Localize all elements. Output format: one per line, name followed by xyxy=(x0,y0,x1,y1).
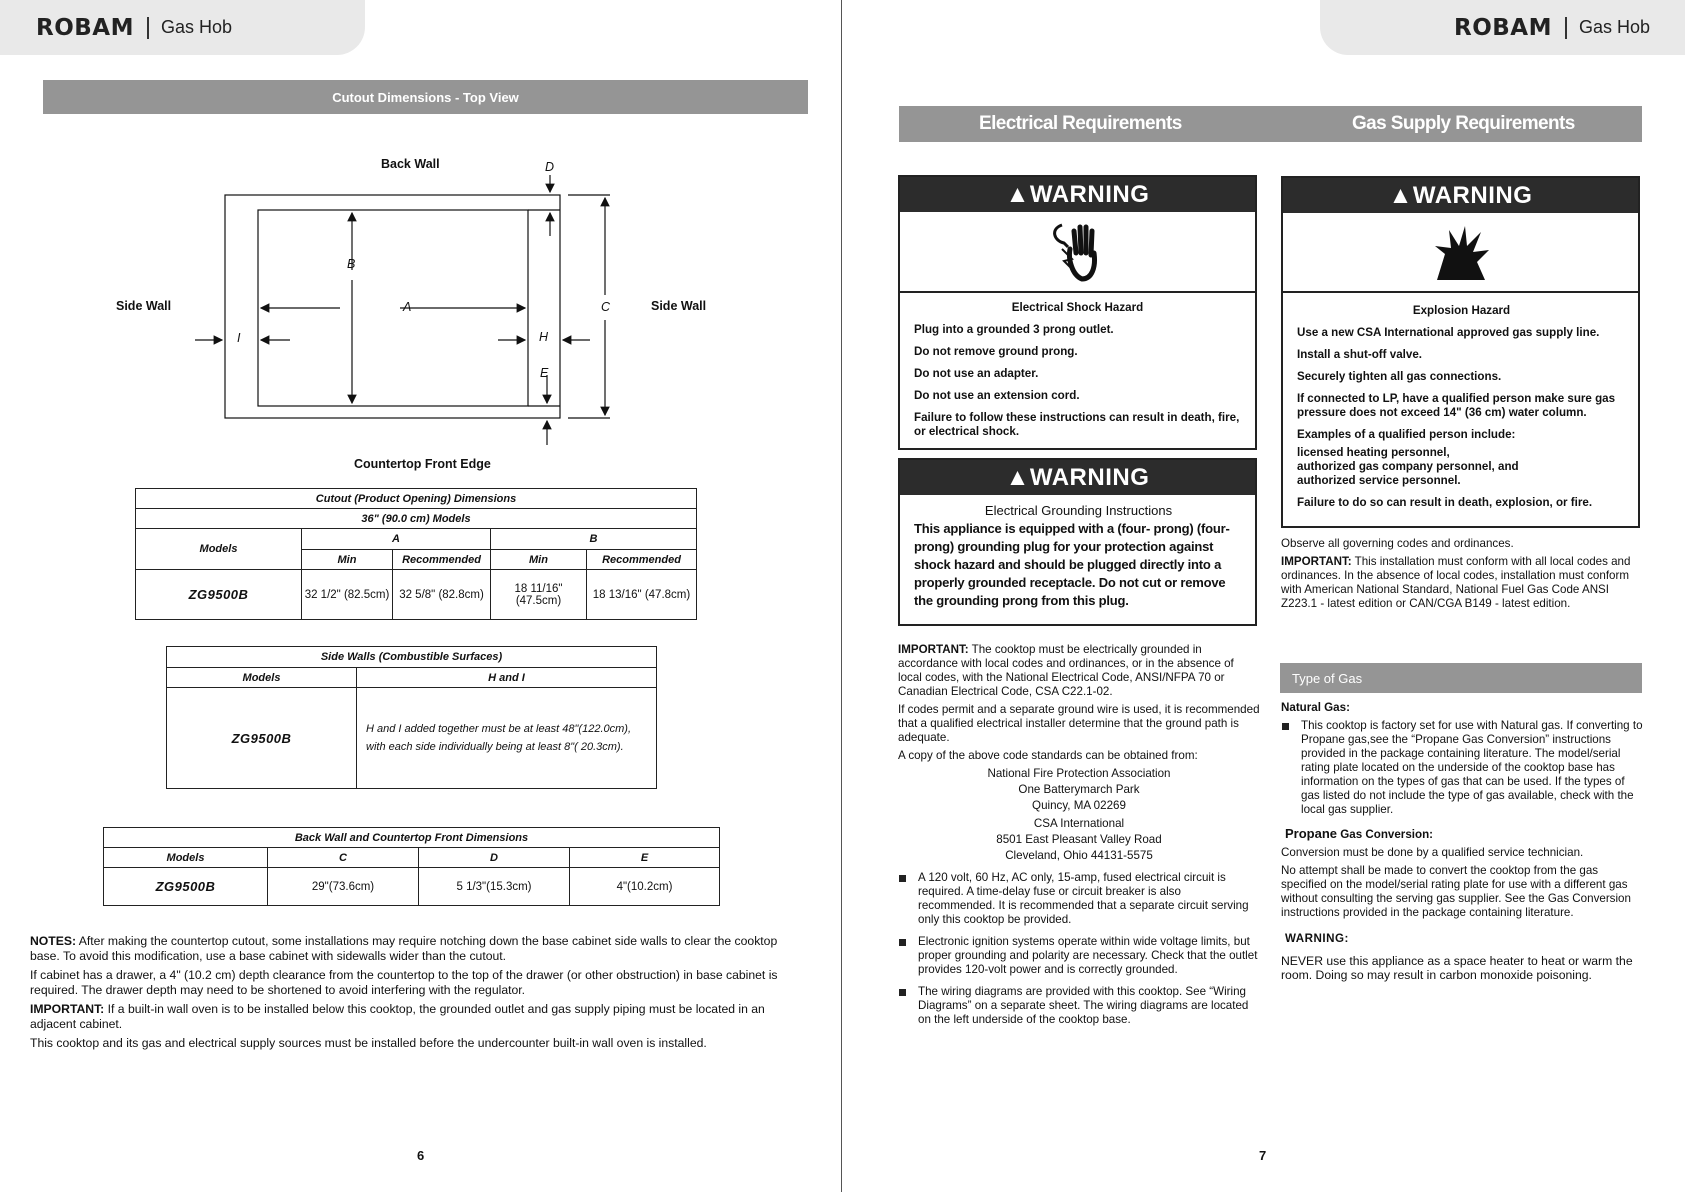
table1-subtitle: 36" (90.0 cm) Models xyxy=(136,509,697,529)
explosion-line-2: Install a shut-off valve. xyxy=(1297,348,1422,361)
brand-logo: ROBAM xyxy=(36,14,134,41)
left-page xyxy=(0,0,841,1192)
shock-line-1: Plug into a grounded 3 prong outlet. xyxy=(914,323,1114,336)
installation-notes xyxy=(30,934,800,1055)
gas-p1: Observe all governing codes and ordinances. xyxy=(1281,537,1514,550)
csa-line-1: CSA International xyxy=(1033,817,1125,830)
warning-header-3: ▲WARNING xyxy=(1283,178,1638,213)
elec-bullet-1: A 120 volt, 60 Hz, AC only, 15-amp, fused electrical circuit is required. A time-delay fuse or circuit breaker is also recommended. It is recommended that a separate circuit serving only this cooktop be provided. xyxy=(898,871,1260,927)
letter-b: B xyxy=(347,257,356,271)
letter-e: E xyxy=(540,366,549,380)
shock-hazard-icon xyxy=(900,212,1255,293)
warning-triangle-icon-3: ▲ xyxy=(1388,182,1413,209)
table3-col-c: C xyxy=(268,848,419,868)
explosion-line-3: Securely tighten all gas connections. xyxy=(1297,370,1502,383)
propane-title: Propane Gas Conversion: xyxy=(1285,826,1434,841)
explosion-line-1: Use a new CSA International approved gas supply line. xyxy=(1297,326,1600,339)
cutout-dimensions-table xyxy=(135,488,697,620)
table2-models-header: Models xyxy=(167,668,357,688)
explosion-line-7: Failure to do so can result in death, explosion, or fire. xyxy=(1297,496,1593,509)
electrical-text xyxy=(898,643,1260,1031)
section-title-bar xyxy=(899,106,1642,142)
space-heater-warning-label: WARNING: xyxy=(1285,932,1349,945)
letter-a: A xyxy=(403,300,412,314)
table1-a-min: 32 1/2" (82.5cm) xyxy=(302,570,393,620)
label-side-wall-left: Side Wall xyxy=(116,299,172,313)
table3-model: ZG9500B xyxy=(104,868,268,906)
elec-bullet-2: Electronic ignition systems operate within wide voltage limits, but proper grounding and polarity are necessary. Check that the outlet provides 120-volt power and is correctly grounded. xyxy=(898,935,1260,977)
shock-line-2: Do not remove ground prong. xyxy=(914,345,1078,358)
table1-b-min-header: Min xyxy=(491,550,587,570)
brand-logo-right: ROBAM xyxy=(1454,14,1552,41)
label-side-wall-right: Side Wall xyxy=(651,299,707,313)
type-of-gas-title: Type of Gas xyxy=(1280,663,1642,693)
table2-title: Side Walls (Combustible Surfaces) xyxy=(167,647,657,668)
header-tab-left xyxy=(0,0,365,55)
gas-type-text xyxy=(1281,701,1643,986)
explosion-line-5: Examples of a qualified person include: xyxy=(1297,428,1516,441)
warning-header: ▲WARNING xyxy=(900,177,1255,212)
warning-explosion xyxy=(1281,176,1640,528)
nfpa-line-3: Quincy, MA 02269 xyxy=(1032,799,1126,812)
table1-a-rec: 32 5/8" (82.8cm) xyxy=(393,570,491,620)
explosion-hazard-icon xyxy=(1283,213,1638,293)
header-product-right: Gas Hob xyxy=(1578,17,1651,37)
side-walls-table xyxy=(166,646,657,789)
csa-line-2: 8501 East Pleasant Valley Road xyxy=(996,833,1162,846)
warning-electrical-shock xyxy=(898,175,1257,450)
table1-title: Cutout (Product Opening) Dimensions xyxy=(136,489,697,509)
explosion-person-2: authorized gas company personnel, and xyxy=(1297,460,1519,473)
page-number-right: 7 xyxy=(1259,1148,1267,1163)
section-title-gas: Gas Supply Requirements xyxy=(1352,113,1575,134)
table2-col-hi: H and I xyxy=(357,668,657,688)
cutout-diagram-svg xyxy=(100,150,740,480)
shock-line-3: Do not use an adapter. xyxy=(914,367,1039,380)
nfpa-line-1: National Fire Protection Association xyxy=(987,767,1171,780)
header-divider-right xyxy=(1565,17,1567,39)
note-2: If cabinet has a drawer, a 4" (10.2 cm) depth clearance from the countertop to the top of the drawer (or other obstruction) in base cabinet is required. The drawer depth may need to be shortened to avoid interfering with the regulator. xyxy=(30,968,778,997)
table3-d: 5 1/3"(15.3cm) xyxy=(419,868,570,906)
csa-line-3: Cleveland, Ohio 44131-5575 xyxy=(1005,849,1153,862)
propane-p1: Conversion must be done by a qualified service technician. xyxy=(1281,846,1584,859)
shock-line-4: Do not use an extension cord. xyxy=(914,389,1080,402)
header-tab-right xyxy=(1320,0,1685,55)
table1-models-header: Models xyxy=(136,529,302,570)
right-page xyxy=(842,0,1685,1192)
explosion-person-1: licensed heating personnel, xyxy=(1297,446,1450,459)
space-heater-warning-text: NEVER use this appliance as a space heater to heat or warm the room. Doing so may result in carbon monoxide poisoning. xyxy=(1281,954,1633,982)
natural-gas-body: This cooktop is factory set for use with Natural gas. If converting to Propane gas,see the “Propane Gas Conversion” instructions provided in the package containing literature. The model/serial rating plate located on the underside of the cooktop base has information on the types of gas that can be used. If the types of gas listed do not include the type of gas available, check with the local gas supplier. xyxy=(1281,719,1643,817)
explosion-line-4: If connected to LP, have a qualified person make sure gas pressure does not exceed 14" (36 cm) water column. xyxy=(1297,392,1616,419)
note-4: This cooktop and its gas and electrical supply sources must be installed before the undercounter built-in wall oven is installed. xyxy=(30,1036,707,1050)
table2-model: ZG9500B xyxy=(167,688,357,789)
table1-a-rec-header: Recommended xyxy=(393,550,491,570)
table3-c: 29"(73.6cm) xyxy=(268,868,419,906)
label-back-wall: Back Wall xyxy=(381,157,440,171)
shock-line-5: Failure to follow these instructions can result in death, fire, or electrical shock. xyxy=(914,411,1240,438)
warning-header-2: ▲WARNING xyxy=(900,460,1255,495)
cutout-diagram xyxy=(100,150,740,480)
note-1: NOTES: After making the countertop cutout, some installations may require notching down the base cabinet side walls to clear the cooktop base. To avoid this modification, use a base cabinet with sidewalls wider than the cutout. xyxy=(30,934,778,963)
header-product: Gas Hob xyxy=(160,17,233,37)
explosion-person-3: authorized service personnel. xyxy=(1297,474,1461,487)
warning-triangle-icon-2: ▲ xyxy=(1005,464,1030,491)
section-title-electrical: Electrical Requirements xyxy=(979,113,1182,134)
page-number-left: 6 xyxy=(417,1148,425,1163)
section-title-cutout: Cutout Dimensions - Top View xyxy=(43,80,808,114)
table2-line1: H and I added together must be at least 48"(122.0cm), xyxy=(366,723,632,735)
countertop-outline xyxy=(225,195,560,418)
table2-line2: with each side individually being at least 8"( 20.3cm). xyxy=(366,741,624,753)
explosion-hazard-title: Explosion Hazard xyxy=(1412,304,1511,317)
back-wall-table xyxy=(103,827,720,906)
gas-text xyxy=(1281,537,1643,615)
nfpa-line-2: One Batterymarch Park xyxy=(1018,783,1140,796)
natural-gas-title: Natural Gas: xyxy=(1281,701,1350,714)
table3-col-d: D xyxy=(419,848,570,868)
elec-p2: If codes permit and a separate ground wire is used, it is recommended that a qualified electrical installer determine that the ground path is adequate. xyxy=(898,703,1260,744)
letter-c: C xyxy=(601,300,611,314)
note-3: IMPORTANT: If a built-in wall oven is to be installed below this cooktop, the grounded outlet and gas supply piping must be located in an adjacent cabinet. xyxy=(30,1002,765,1031)
table1-b-rec: 18 13/16" (47.8cm) xyxy=(587,570,697,620)
letter-i: I xyxy=(237,331,241,345)
table1-a-min-header: Min xyxy=(302,550,393,570)
table3-col-e: E xyxy=(570,848,720,868)
propane-p2: No attempt shall be made to convert the cooktop from the gas specified on the model/serial rating plate for use with a different gas without consulting the serving gas supplier. See the Gas Conversion instructions provided in the package containing literature. xyxy=(1281,864,1631,919)
table1-b-rec-header: Recommended xyxy=(587,550,697,570)
table1-col-b: B xyxy=(491,529,697,550)
table1-col-a: A xyxy=(302,529,491,550)
elec-p1: IMPORTANT: The cooktop must be electrically grounded in accordance with local codes and ordinances, or in the absence of local codes, with the National Electrical Code, ANSI/NFPA 70 or Canadian Electrical Code, CSA C22.1-02. xyxy=(898,643,1234,698)
elec-bullet-3: The wiring diagrams are provided with this cooktop. See “Wiring Diagrams” on a separate sheet. The wiring diagrams are located on the left underside of the cooktop base. xyxy=(898,985,1260,1027)
warning-triangle-icon: ▲ xyxy=(1005,181,1030,208)
table3-title: Back Wall and Countertop Front Dimensions xyxy=(104,828,720,848)
letter-h: H xyxy=(539,330,549,344)
elec-p3: A copy of the above code standards can be obtained from: xyxy=(898,749,1198,762)
table3-models-header: Models xyxy=(104,848,268,868)
table1-b-min: 18 11/16" (47.5cm) xyxy=(491,570,587,620)
label-front-edge: Countertop Front Edge xyxy=(354,457,491,471)
letter-d: D xyxy=(545,160,555,174)
header-divider xyxy=(147,17,149,39)
warning-grounding xyxy=(898,458,1257,626)
table3-e: 4"(10.2cm) xyxy=(570,868,720,906)
grounding-body: This appliance is equipped with a (four- prong) (four-prong) grounding plug for your protection against shock hazard and should be plugged directly into a properly grounded receptacle. Do not cut or remove the grounding prong from this plug. xyxy=(914,521,1230,608)
shock-hazard-title: Electrical Shock Hazard xyxy=(1011,301,1144,314)
table1-model: ZG9500B xyxy=(136,570,302,620)
gas-p2: IMPORTANT: This installation must conform with all local codes and ordinances. In the absence of local codes, installation must conform with American National Standard, National Fuel Gas Code ANSI Z223.1 - latest edition or CAN/CGA B149 - latest edition. xyxy=(1281,555,1631,610)
grounding-heading: Electrical Grounding Instructions xyxy=(984,503,1173,518)
